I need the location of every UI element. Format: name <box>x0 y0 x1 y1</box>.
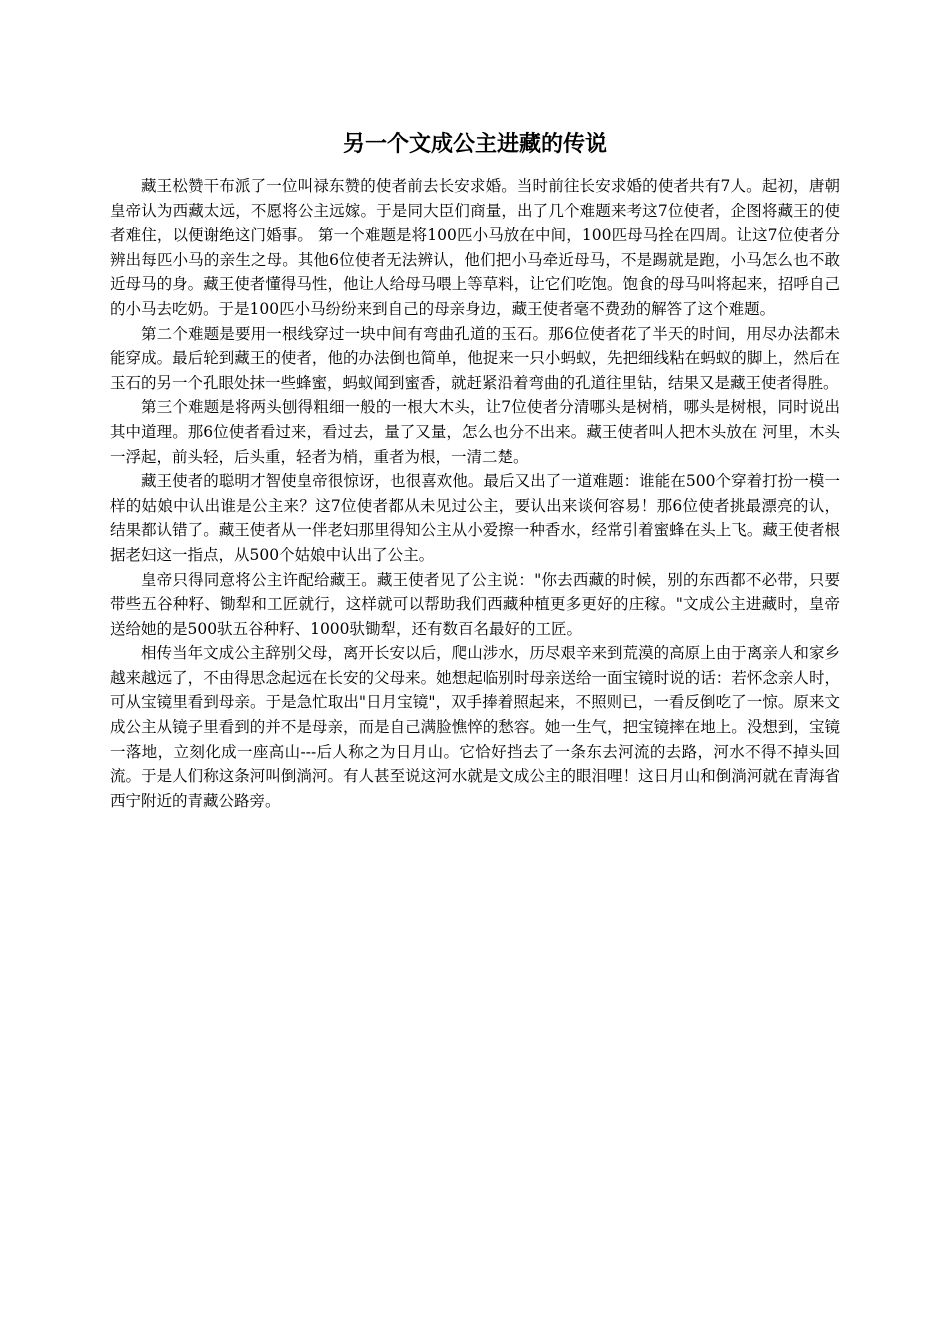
document-body <box>110 174 840 813</box>
paragraph-4: 藏王使者的聪明才智使皇帝很惊讶，也很喜欢他。最后又出了一道难题：谁能在500个穿着打扮一模一样的姑娘中认出谁是公主来？这7位使者都从未见过公主，要认出来谈何容易！那6位使者挑最漂亮的认，结果都认错了。藏王使者从一伴老妇那里得知公主从小爱擦一种香水，经常引着蜜蜂在头上飞。藏王使者根据老妇这一指点，从500个姑娘中认出了公主。 <box>110 472 840 564</box>
paragraph-3: 第三个难题是将两头刨得粗细一般的一根大木头，让7位使者分清哪头是树梢，哪头是树根，同时说出其中道理。那6位使者看过来，看过去，量了又量，怎么也分不出来。藏王使者叫人把木头放在 河里，木头一浮起，前头轻，后头重，轻者为梢，重者为根，一清二楚。 <box>110 398 840 466</box>
paragraph-6: 相传当年文成公主辞别父母，离开长安以后，爬山涉水，历尽艰辛来到荒漠的高原上由于离亲人和家乡越来越远了，不由得思念起远在长安的父母来。她想起临别时母亲送给一面宝镜时说的话：若怀念亲人时，可从宝镜里看到母亲。于是急忙取出"日月宝镜"，双手捧着照起来，不照则已，一看反倒吃了一惊。原来文成公主从镜子里看到的并不是母亲，而是自己满脸憔悴的愁容。她一生气，把宝镜摔在地上。没想到，宝镜一落地，立刻化成一座高山---后人称之为日月山。它恰好挡去了一条东去河流的去路，河水不得不掉头回流。于是人们称这条河叫倒淌河。有人甚至说这河水就是文成公主的眼泪哩！这日月山和倒淌河就在青海省西宁附近的青藏公路旁。 <box>110 644 840 810</box>
document-title: 另一个文成公主进藏的传说 <box>342 132 607 157</box>
paragraph-2: 第二个难题是要用一根线穿过一块中间有弯曲孔道的玉石。那6位使者花了半天的时间，用尽办法都未能穿成。最后轮到藏王的使者，他的办法倒也简单，他捉来一只小蚂蚁，先把细线粘在蚂蚁的脚上，然后在玉石的另一个孔眼处抹一些蜂蜜，蚂蚁闻到蜜香，就赶紧沿着弯曲的孔道往里钻，结果又是藏王使者得胜。 <box>110 324 840 392</box>
paragraph-5: 皇帝只得同意将公主许配给藏王。藏王使者见了公主说："你去西藏的时候，别的东西都不必带，只要带些五谷种籽、锄犁和工匠就行，这样就可以帮助我们西藏种植更多更好的庄稼。"文成公主进藏时，皇帝送给她的是500驮五谷种籽、1000驮锄犁，还有数百名最好的工匠。 <box>110 570 840 638</box>
paragraph-1: 藏王松赞干布派了一位叫禄东赞的使者前去长安求婚。当时前往长安求婚的使者共有7人。起初，唐朝皇帝认为西藏太远，不愿将公主远嫁。于是同大臣们商量，出了几个难题来考这7位使者，企图将藏王的使者难住，以便谢绝这门婚事。 第一个难题是将100匹小马放在中间，100匹母马拴在四周。让这7位使者分辨出每匹小马的亲生之母。其他6位使者无法辨认，他们把小马牵近母马，不是踢就是跑，小马怎么也不敢近母马的身。藏王使者懂得马性，他让人给母马喂上等草料，让它们吃饱。饱食的母马叫将起来，招呼自己的小马去吃奶。于是100匹小马纷纷来到自己的母亲身边，藏王使者毫不费劲的解答了这个难题。 <box>110 177 840 318</box>
